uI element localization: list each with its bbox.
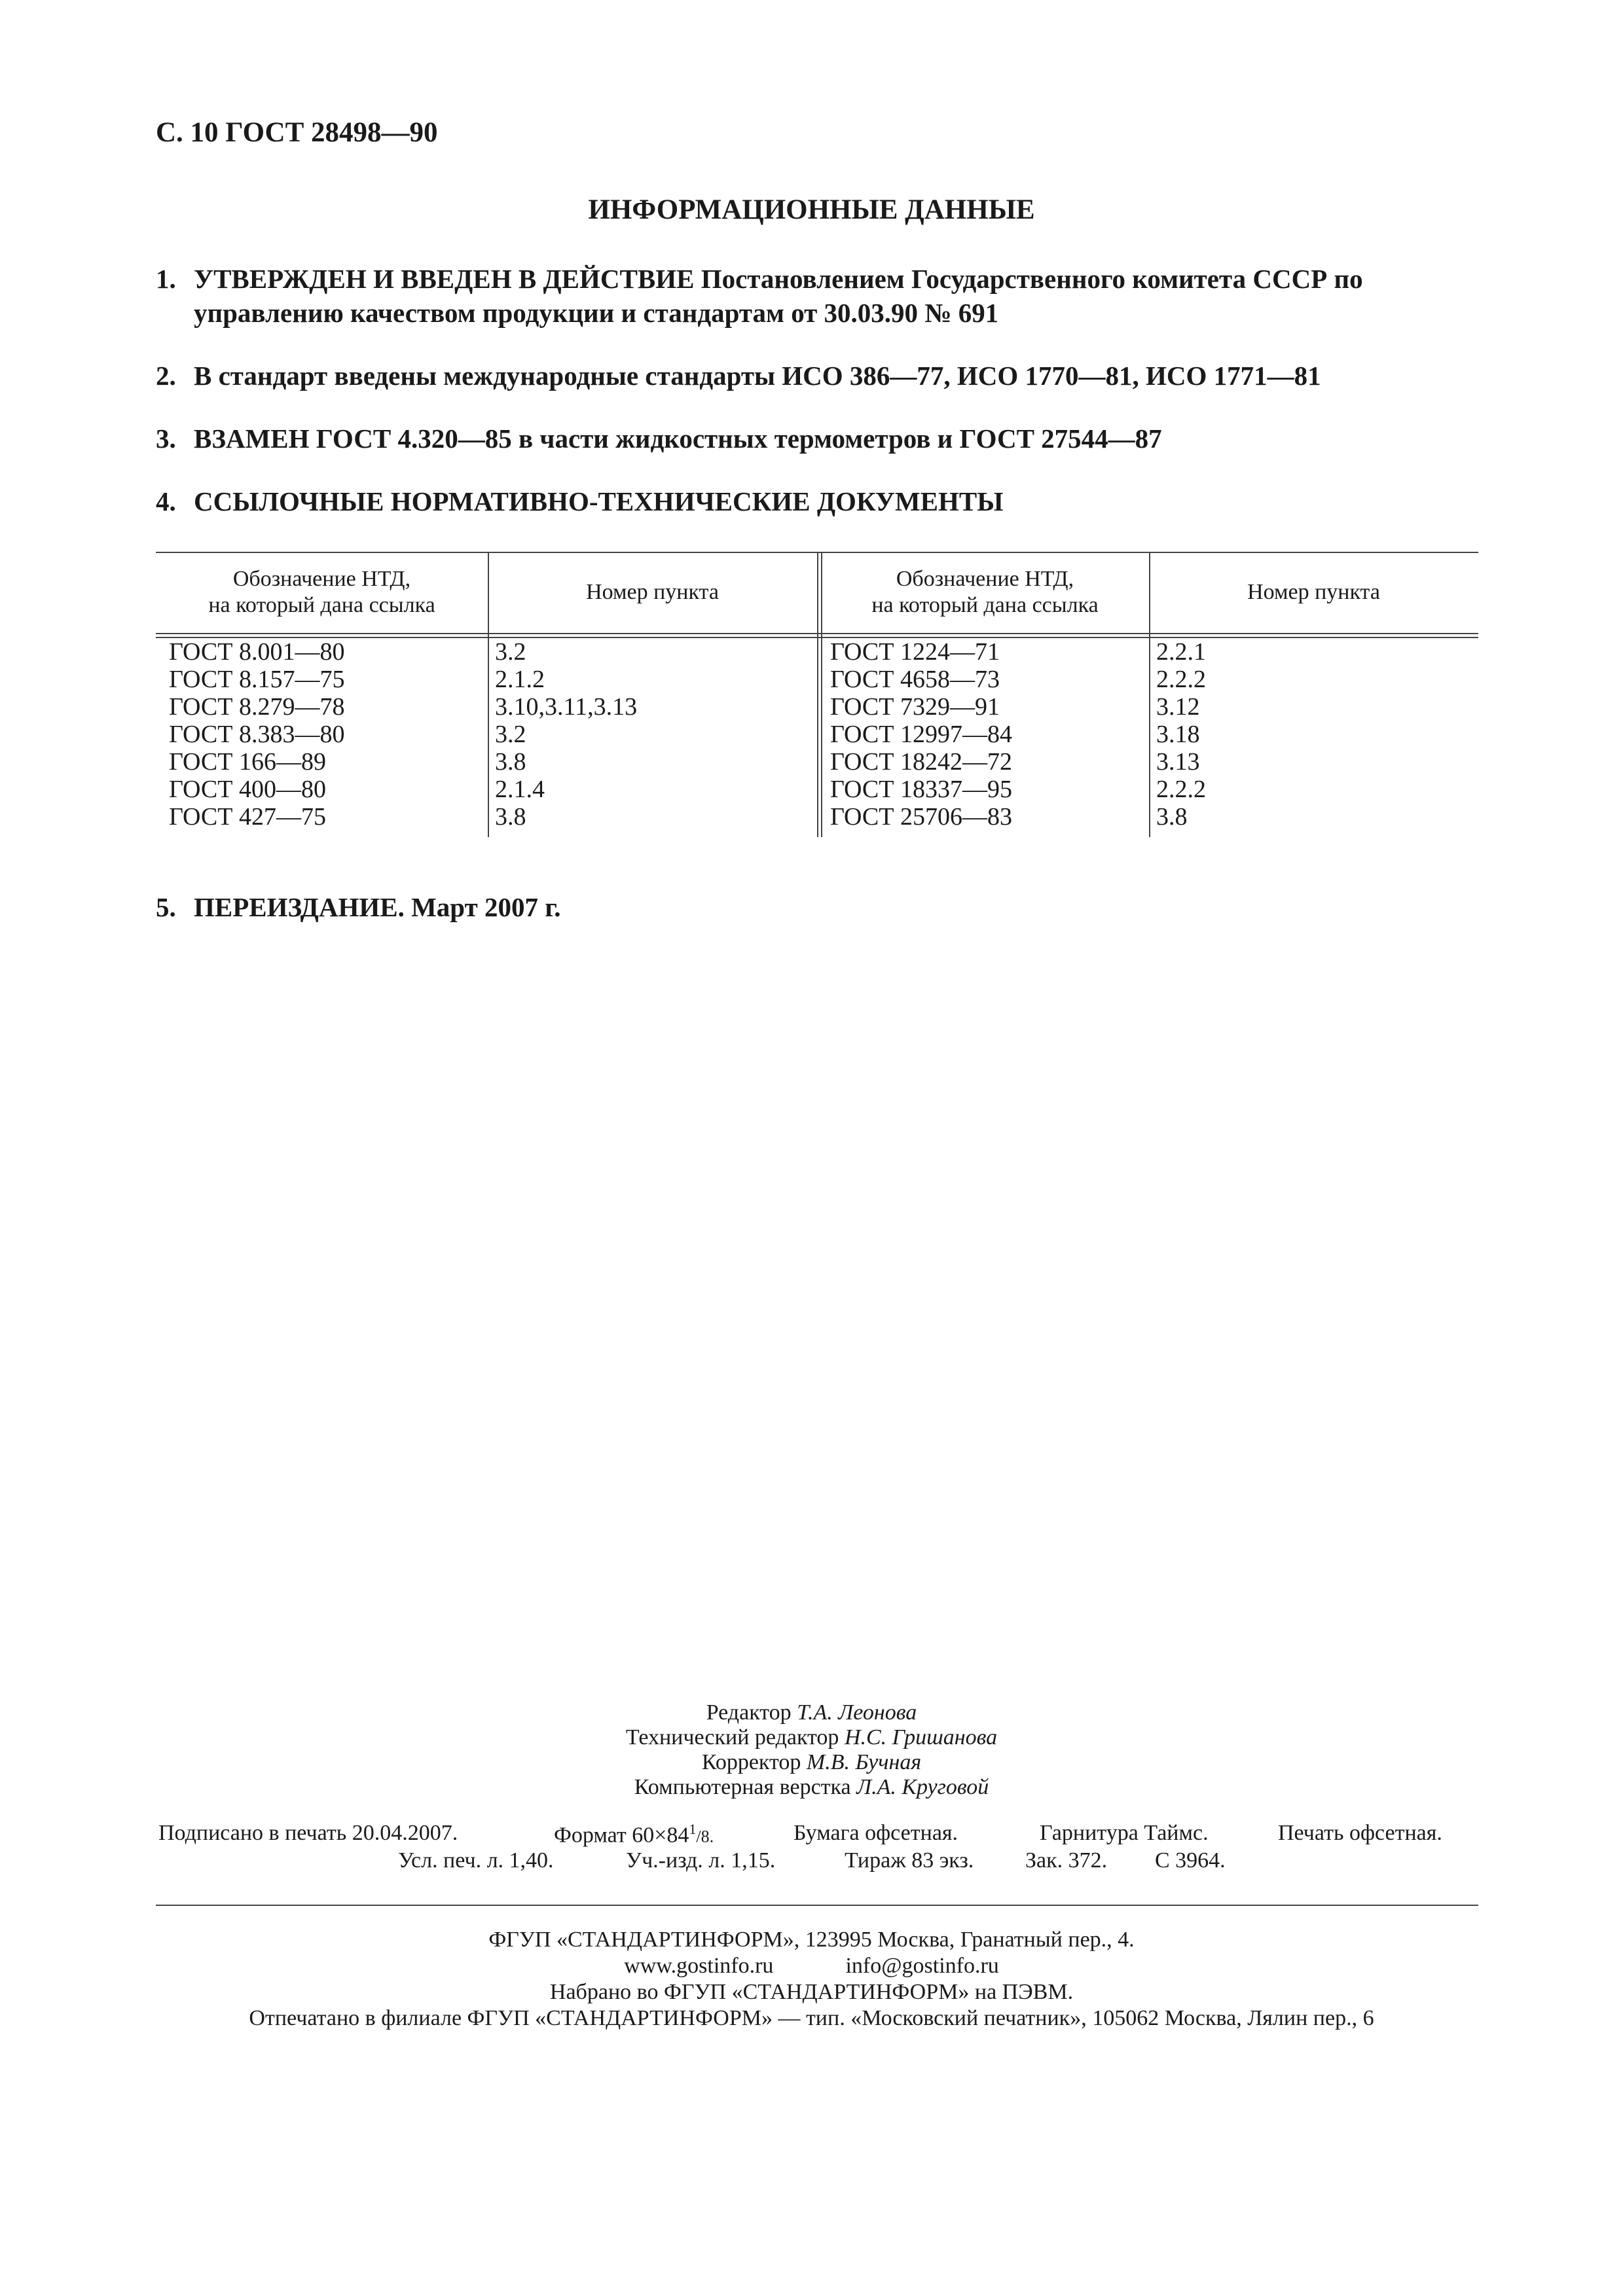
table-cell: 3.8 [1156,803,1188,831]
item-number: 4. [156,486,176,516]
item-number: 3. [156,423,176,454]
left-document-column [169,638,345,831]
table-cell: 3.8 [495,748,526,776]
publisher-contacts [0,1953,1623,1979]
paper-type: Бумага офсетная. [793,1821,958,1845]
printed-sheets: Усл. печ. л. 1,40. [398,1848,554,1873]
column-header-document: Обозначение НТД, на который дана ссылка [208,567,435,617]
item-text-continued: управлению качеством продукции и стандартам от 30.03.90 № 691 [194,298,999,328]
item-number: 5. [156,892,176,922]
column-header-clause: Номер пункта [586,580,719,604]
item-number: 1. [156,264,176,294]
table-cell: ГОСТ 166—89 [169,748,326,776]
item-text: Постановлением Государственного комитета СССР по [701,264,1363,294]
table-cell: 3.2 [495,721,526,748]
table-cell: 2.2.2 [1156,776,1206,803]
table-cell: 2.2.1 [1156,638,1206,666]
table-cell: ГОСТ 8.157—75 [169,666,345,693]
typeface: Гарнитура Таймс. [1040,1821,1209,1845]
print-type: Печать офсетная. [1278,1821,1442,1845]
table-cell: 2.1.4 [495,776,545,803]
item-text: ССЫЛОЧНЫЕ НОРМАТИВНО-ТЕХНИЧЕСКИЕ ДОКУМЕНТЫ [194,486,1004,516]
table-cell: ГОСТ 427—75 [169,803,326,831]
typeset-note: Набрано во ФГУП «СТАНДАРТИНФОРМ» на ПЭВМ. [549,1980,1074,2004]
table-cell: ГОСТ 18337—95 [830,776,1012,803]
credit-tech-editor: Технический редактор Н.С. Гришанова [625,1725,998,1749]
item-text: В стандарт введены международные стандарты ИСО 386—77, ИСО 1770—81, ИСО 1771—81 [194,361,1321,391]
paper-format: Формат $60\times 84^1/8$. [554,1821,714,1848]
item-number: 2. [156,361,176,391]
table-cell: 3.2 [495,638,526,666]
website-link[interactable]: www.gostinfo.ru [624,1954,774,1978]
email-link[interactable]: info@gostinfo.ru [845,1954,999,1978]
page-header: С. 10 ГОСТ 28498—90 [156,117,438,148]
table-cell: ГОСТ 4658—73 [830,666,1000,693]
right-clause-column [1156,638,1206,831]
right-document-column [830,638,1012,831]
table-cell: ГОСТ 1224—71 [830,638,1000,666]
table-cell: 3.8 [495,803,526,831]
item-bold-lead: УТВЕРЖДЕН И ВВЕДЕН В ДЕЙСТВИЕ [194,264,695,294]
printed-note: Отпечатано в филиале ФГУП «СТАНДАРТИНФОРМ» — тип. «Московский печатник», 105062 Москва, Лялин пер., 6 [249,2006,1374,2030]
print-run: Тираж 83 экз. [845,1848,974,1873]
credit-corrector: Корректор М.В. Бучная [701,1750,922,1774]
table-cell: ГОСТ 8.383—80 [169,721,345,748]
publisher-sheets: Уч.-изд. л. 1,15. [626,1848,776,1873]
item-text: ВЗАМЕН ГОСТ 4.320—85 в части жидкостных термометров и ГОСТ 27544—87 [194,423,1162,454]
credit-editor: Редактор Т.А. Леонова [706,1700,917,1725]
table-cell: ГОСТ 7329—91 [830,693,1000,721]
table-cell: 3.13 [1156,748,1200,776]
column-header-clause: Номер пункта [1247,580,1380,604]
table-cell: ГОСТ 8.279—78 [169,693,345,721]
signed-date: Подписано в печать 20.04.2007. [158,1821,458,1845]
table-cell: 3.18 [1156,721,1200,748]
table-cell: 2.2.2 [1156,666,1206,693]
reference-documents-table [156,552,1478,837]
table-cell: ГОСТ 25706—83 [830,803,1012,831]
table-cell: ГОСТ 12997—84 [830,721,1012,748]
table-cell: 2.1.2 [495,666,545,693]
section-title: ИНФОРМАЦИОННЫЕ ДАННЫЕ [588,194,1035,225]
table-cell: ГОСТ 18242—72 [830,748,1012,776]
table-cell: ГОСТ 8.001—80 [169,638,345,666]
item-text: ПЕРЕИЗДАНИЕ. Март 2007 г. [194,892,561,922]
column-divider-double [817,552,818,837]
publisher-footer [0,1927,1623,2032]
table-cell: 3.12 [1156,693,1200,721]
credits-block [0,1700,1623,1800]
column-header-document: Обозначение НТД, на который дана ссылка [871,567,1099,617]
credit-layout: Компьютерная верстка Л.А. Круговой [634,1775,989,1799]
footer-rule [156,1905,1478,1906]
left-clause-column [495,638,637,831]
table-cell: 3.10,3.11,3.13 [495,693,638,721]
table-cell: ГОСТ 400—80 [169,776,326,803]
order-number: Зак. 372. [1025,1848,1108,1873]
code-number: С 3964. [1155,1848,1226,1873]
publisher-address: ФГУП «СТАНДАРТИНФОРМ», 123995 Москва, Гранатный пер., 4. [488,1928,1135,1952]
